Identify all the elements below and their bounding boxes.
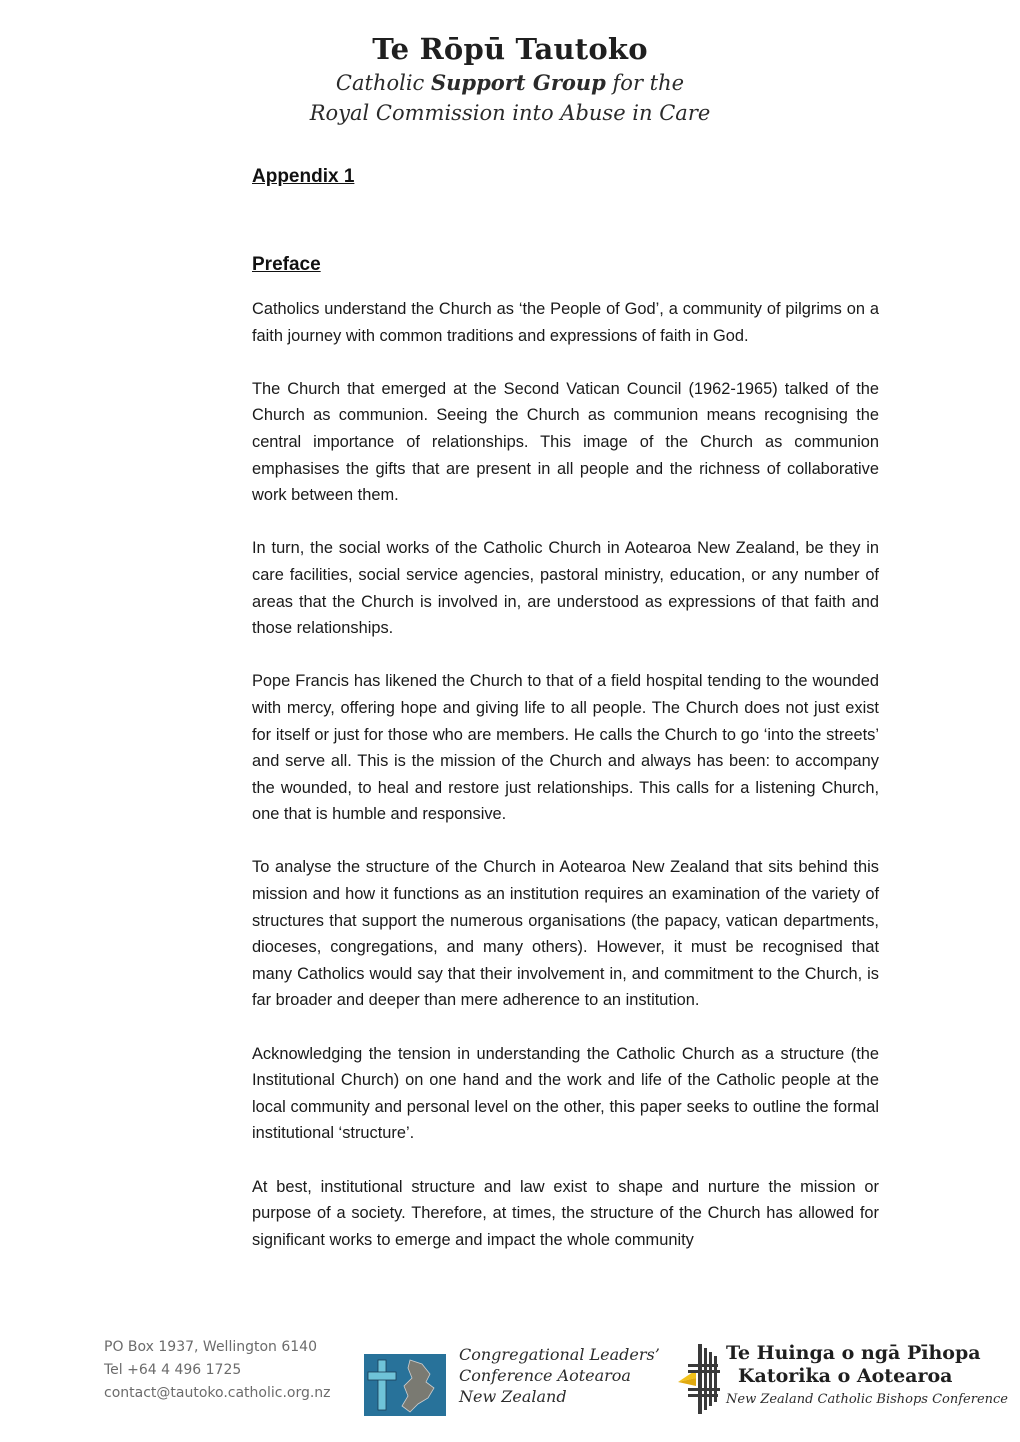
paragraph: In turn, the social works of the Catholic Church in Aotearoa New Zealand, be they in care facilities, social service agencies, pastoral ministry, education, or any number of areas that the Church is involved in, are understood as expressions of that faith and those relationships. [252,539,879,638]
paragraph: Catholics understand the Church as ‘the People of God’, a community of pilgrims on a faith journey with common traditions and expressions of faith in God. [252,300,879,345]
paragraph: Pope Francis has likened the Church to that of a field hospital tending to the wounded with mercy, offering hope and giving life to all people. The Church does not just exist for itself or just for those who are members. He calls the Church to go ‘into the streets’ and serve all. This is the mission of the Church and always has been: to accompany the wounded, to heal and restore just relationships. This calls for a listening Church, one that is humble and responsive. [252,672,879,824]
preface-heading: Preface [252,254,321,275]
paragraph: Acknowledging the tension in understanding the Catholic Church as a structure (the Institutional Church) on one hand and the work and life of the Catholic people at the local community and personal level on the other, this paper seeks to outline the formal institutional ‘structure’. [252,1044,879,1143]
org-subtitle-line1 [0,68,1020,98]
page-footer [0,1330,1020,1430]
clc-logo-icon [364,1354,446,1416]
clc-line1: Congregational Leaders’ [459,1345,660,1364]
nzcbc-line1: Te Huinga o ngā Pīhopa [726,1342,981,1364]
phone-number: Tel +64 4 496 1725 [104,1362,242,1378]
document-body [252,164,879,1253]
nzcbc-line2: Katorika o Aotearoa [738,1365,953,1387]
contact-block [104,1336,331,1405]
clc-name [459,1344,660,1407]
email-address[interactable]: contact@tautoko.catholic.org.nz [104,1385,331,1401]
org-subtitle-line2: Royal Commission into Abuse in Care [309,101,711,125]
nzcbc-line3: New Zealand Catholic Bishops Conference [726,1392,1009,1407]
org-subtitle-part-a: Catholic [335,71,425,95]
paragraph: To analyse the structure of the Church in Aotearoa New Zealand that sits behind this mission and how it functions as an institution requires an examination of the variety of structures that support the numerous organisations (the papacy, vatican departments, dioceses, congregations, and many others). However, it must be recognised that many Catholics would say that their involvement in, and commitment to the Church, is far broader and deeper than mere adherence to an institution. [252,858,879,1010]
clc-line3: New Zealand [459,1387,567,1406]
paragraph: At best, institutional structure and law exist to shape and nurture the mission or purpose of a society. Therefore, at times, the structure of the Church has allowed for significant works to emerge and impact the whole community [252,1177,879,1249]
org-subtitle-part-b: Support Group [431,70,606,95]
clc-line2: Conference Aotearoa [459,1366,631,1385]
appendix-heading: Appendix 1 [252,166,355,187]
org-subtitle-part-c: for the [612,71,685,95]
org-title: Te Rōpū Tautoko [372,32,648,66]
bishops-cross-icon [674,1342,722,1416]
bishops-conference-name [726,1342,1008,1412]
paragraph: The Church that emerged at the Second Vatican Council (1962-1965) talked of the Church as communion. Seeing the Church as communion means recognising the central importance of relationships. This image of the Church as communion emphasises the gifts that are present in all people and the richness of collaborative work between them. [252,379,879,505]
letterhead [0,30,1020,128]
postal-address: PO Box 1937, Wellington 6140 [104,1339,317,1355]
